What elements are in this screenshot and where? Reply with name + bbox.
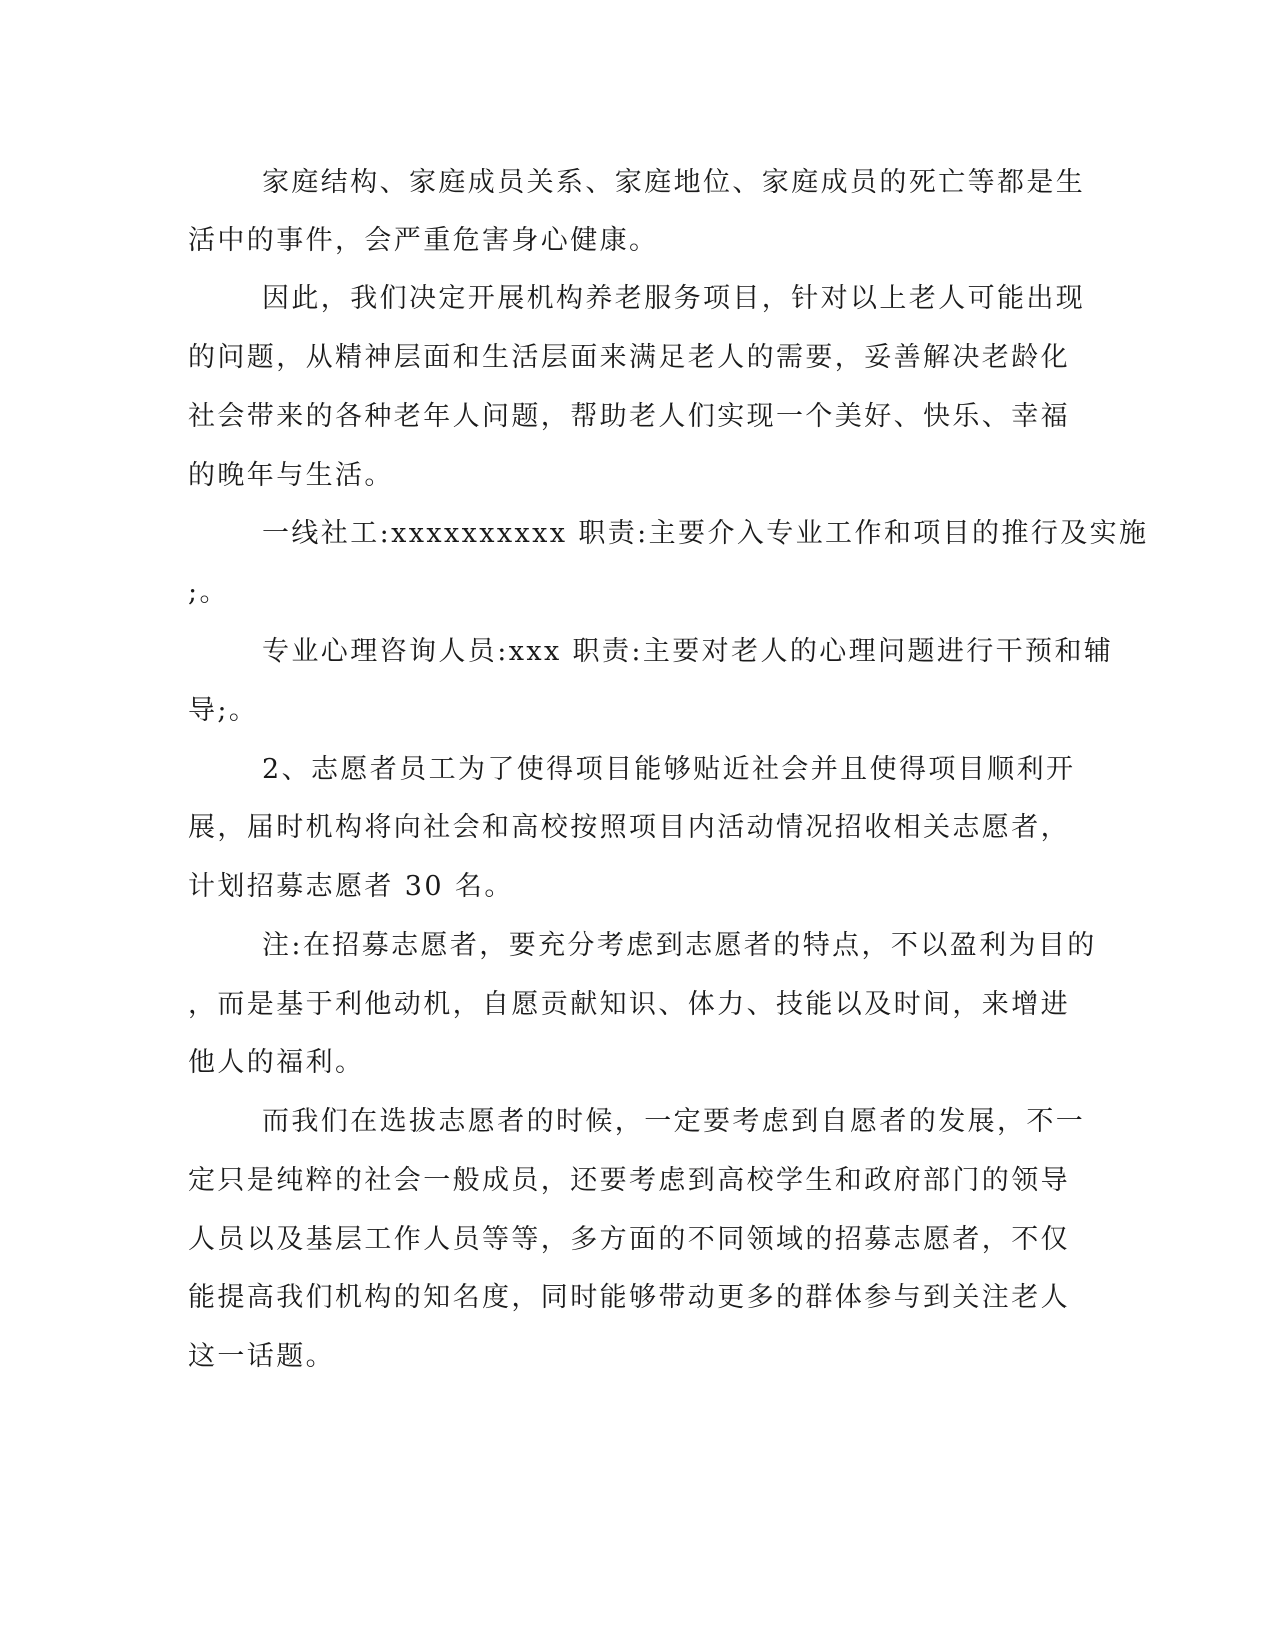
text-line: 能提高我们机构的知名度，同时能够带动更多的群体参与到关注老人 xyxy=(188,1282,1070,1313)
text-line: 而我们在选拔志愿者的时候，一定要考虑到自愿者的发展，不一 xyxy=(262,1106,1086,1137)
text-line: 定只是纯粹的社会一般成员，还要考虑到高校学生和政府部门的领导 xyxy=(188,1165,1070,1196)
text-line: 这一话题。 xyxy=(188,1341,335,1372)
text-line: 人员以及基层工作人员等等，多方面的不同领域的招募志愿者，不仅 xyxy=(188,1224,1070,1255)
text-line: 家庭结构、家庭成员关系、家庭地位、家庭成员的死亡等都是生 xyxy=(262,167,1086,198)
text-line: 一线社工:xxxxxxxxxx 职责:主要介入专业工作和项目的推行及实施 xyxy=(262,518,1149,549)
text-line: 注:在招募志愿者，要充分考虑到志愿者的特点，不以盈利为目的 xyxy=(262,930,1097,961)
text-line: 2、志愿者员工为了使得项目能够贴近社会并且使得项目顺利开 xyxy=(262,754,1076,785)
text-line: 的晚年与生活。 xyxy=(188,460,394,491)
text-line: 活中的事件，会严重危害身心健康。 xyxy=(188,225,659,256)
text-line: 的问题，从精神层面和生活层面来满足老人的需要，妥善解决老龄化 xyxy=(188,342,1070,373)
text-line: 社会带来的各种老年人问题，帮助老人们实现一个美好、快乐、幸福 xyxy=(188,401,1070,432)
text-line: 计划招募志愿者 30 名。 xyxy=(188,871,514,902)
text-line: 展，届时机构将向社会和高校按照项目内活动情况招收相关志愿者， xyxy=(188,812,1070,843)
text-line: 导;。 xyxy=(188,695,259,726)
text-line: 因此，我们决定开展机构养老服务项目，针对以上老人可能出现 xyxy=(262,283,1086,314)
text-line: ，而是基于利他动机，自愿贡献知识、体力、技能以及时间，来增进 xyxy=(188,989,1070,1020)
text-line: 他人的福利。 xyxy=(188,1047,365,1078)
text-line: ;。 xyxy=(188,577,229,608)
text-line: 专业心理咨询人员:xxx 职责:主要对老人的心理问题进行干预和辅 xyxy=(262,636,1114,667)
